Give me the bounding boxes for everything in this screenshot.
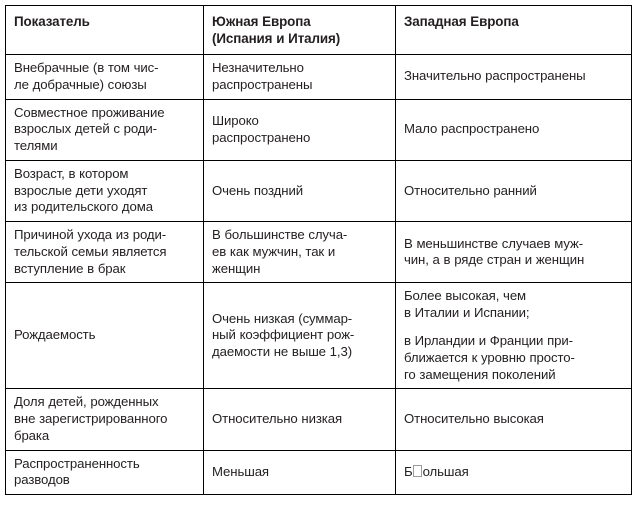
cell-line: Внебрачные (в том чис- — [14, 60, 159, 76]
cell-line: Распространенность — [14, 455, 140, 471]
cell-line: Относительно ранний — [404, 182, 537, 198]
cell-south-birth-rate — [204, 283, 396, 389]
cell-line: ближается к уровню просто- — [404, 349, 575, 365]
cell-line: взрослые дети уходят — [14, 182, 148, 198]
cell-south-age-leaving-home — [204, 160, 396, 221]
cell-line: Возраст, в котором — [14, 165, 129, 181]
cell-line: разводов — [14, 472, 70, 488]
cell-line: чин, а в ряде стран и женщин — [404, 252, 585, 268]
column-header-southern-europe — [204, 6, 396, 55]
cell-indicator-births-outside-marriage — [6, 389, 204, 450]
table-header-row — [6, 6, 632, 55]
cell-line: женщин — [212, 260, 261, 276]
cell-line: Незначительно — [212, 60, 304, 76]
cell-indicator-birth-rate — [6, 283, 204, 389]
cell-indicator-divorce-prevalence — [6, 450, 204, 495]
table-row — [6, 389, 632, 450]
column-header-indicator-label: Показатель — [14, 14, 90, 29]
cell-line: Значительно распространены — [404, 68, 586, 84]
cell-line: ный коэффициент рож- — [212, 327, 355, 343]
cell-line: Очень поздний — [212, 182, 303, 198]
cell-line: Широко — [212, 112, 259, 128]
cell-west-birth-rate — [396, 283, 632, 389]
family-patterns-comparison-table — [5, 5, 632, 495]
column-header-western-europe — [396, 6, 632, 55]
column-header-southern-europe-line1: Южная Европа — [212, 14, 311, 29]
cell-line: Рождаемость — [14, 327, 96, 343]
cell-line: Более высокая, чем — [404, 288, 527, 304]
cell-south-births-outside-marriage — [204, 389, 396, 450]
column-header-indicator — [6, 6, 204, 55]
cell-line: распространены — [212, 76, 313, 92]
cell-indicator-age-leaving-home — [6, 160, 204, 221]
cell-line: в Италии и Испании; — [404, 305, 530, 321]
cell-line: вне зарегистрированного — [14, 411, 168, 427]
cell-text-after-tofu: ольшая — [422, 463, 469, 479]
cell-line: ле добрачные) союзы — [14, 76, 147, 92]
cell-text-before-tofu: Б — [404, 463, 413, 479]
cell-west-age-leaving-home — [396, 160, 632, 221]
cell-line: тельской семьи является — [14, 243, 167, 259]
cell-line: Относительно высокая — [404, 411, 544, 427]
cell-line: в Ирландии и Франции при- — [404, 332, 573, 348]
table-row — [6, 222, 632, 283]
cell-indicator-reason-leaving-family — [6, 222, 204, 283]
cell-line: Доля детей, рожденных — [14, 394, 159, 410]
cell-line: Очень низкая (суммар- — [212, 310, 353, 326]
table-row — [6, 99, 632, 160]
cell-line: взрослых детей с роди- — [14, 121, 157, 137]
cell-line: В меньшинстве случаев муж- — [404, 235, 583, 251]
cell-line: В большинстве случа- — [212, 227, 348, 243]
cell-indicator-cohabitation-with-parents — [6, 99, 204, 160]
cell-line: Меньшая — [212, 463, 269, 479]
comparison-table-container — [5, 5, 631, 495]
table-row — [6, 160, 632, 221]
table-row — [6, 450, 632, 495]
cell-south-extramarital-unions — [204, 55, 396, 100]
cell-line — [404, 464, 624, 481]
cell-south-divorce-prevalence — [204, 450, 396, 495]
cell-line: Относительно низкая — [212, 411, 343, 427]
cell-line: даемости не выше 1,3) — [212, 344, 352, 360]
cell-line: распространено — [212, 129, 311, 145]
table-row — [6, 283, 632, 389]
cell-line: го замещения поколений — [404, 366, 556, 382]
cell-paragraph — [404, 288, 624, 322]
cell-line: брака — [14, 427, 50, 443]
cell-west-cohabitation-with-parents — [396, 99, 632, 160]
table-row — [6, 55, 632, 100]
cell-line: телями — [14, 138, 58, 154]
cell-line: Мало распространено — [404, 121, 540, 137]
cell-paragraph — [404, 333, 624, 383]
missing-glyph-box-icon — [413, 465, 422, 477]
cell-line: Совместное проживание — [14, 104, 165, 120]
column-header-southern-europe-line2: (Испания и Италия) — [212, 31, 341, 47]
cell-west-reason-leaving-family — [396, 222, 632, 283]
cell-line: Причиной ухода из роди- — [14, 227, 167, 243]
cell-west-extramarital-unions — [396, 55, 632, 100]
column-header-western-europe-label: Западная Европа — [404, 14, 519, 29]
cell-indicator-extramarital-unions — [6, 55, 204, 100]
cell-line: вступление в брак — [14, 260, 126, 276]
cell-west-births-outside-marriage — [396, 389, 632, 450]
cell-south-cohabitation-with-parents — [204, 99, 396, 160]
cell-line: ев как мужчин, так и — [212, 243, 336, 259]
cell-south-reason-leaving-family — [204, 222, 396, 283]
cell-line: из родительского дома — [14, 199, 153, 215]
cell-west-divorce-prevalence — [396, 450, 632, 495]
